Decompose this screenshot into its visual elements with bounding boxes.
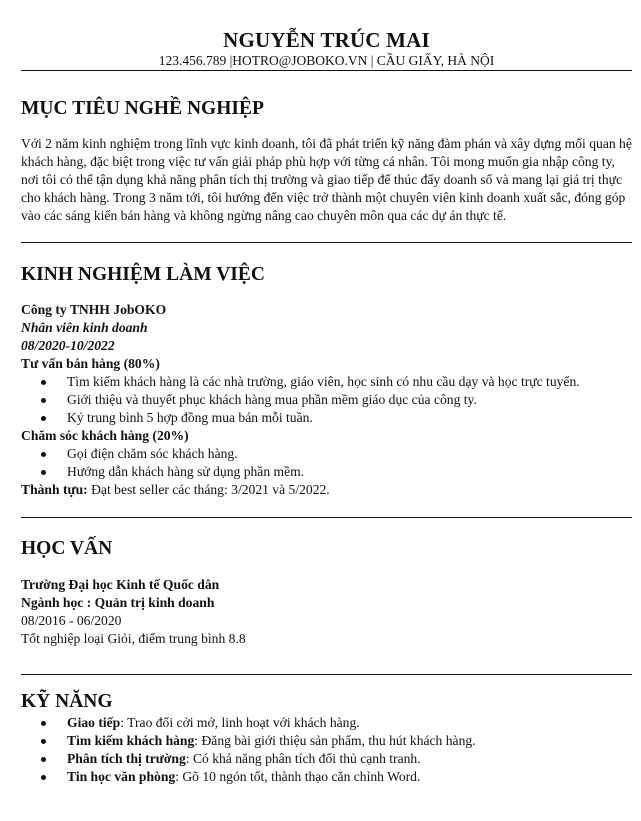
experience-section [21, 243, 632, 499]
achievement-line [21, 481, 632, 499]
skill-text: : Trao đổi cởi mở, linh hoạt với khách hàng. [120, 715, 360, 730]
duty-group-heading: Tư vấn bán hàng (80%) [21, 356, 160, 371]
education-section [21, 518, 632, 648]
list-item: Hướng dẫn khách hàng sử dụng phần mềm. [67, 463, 632, 481]
list-item: Ký trung bình 5 hợp đồng mua bán mỗi tuần. [67, 409, 632, 427]
job-period: 08/2020-10/2022 [21, 338, 115, 353]
duty-list [21, 445, 632, 481]
company-name: Công ty TNHH JobOKO [21, 302, 167, 317]
skills-title: KỸ NĂNG [21, 691, 113, 712]
skill-item [67, 714, 632, 732]
resume-page [21, 0, 632, 786]
duty-list [21, 373, 632, 427]
list-item: Gọi điện chăm sóc khách hàng. [67, 445, 632, 463]
skill-text: : Đăng bài giới thiệu sản phẩm, thu hút khách hàng. [194, 733, 476, 748]
objective-text: Với 2 năm kinh nghiệm trong lĩnh vực kinh doanh, tôi đã phát triển kỹ năng đàm phán và xây dựng mối quan hệ khách hàng, đặc biệt trong việc tư vấn giải pháp phù hợp với từng cá nhân. Tôi mong muốn gia nhập công ty, nơi tôi có thể tận dụng khả năng phân tích thị trường và giao tiếp để thúc đẩy doanh số và mang lại giá trị thực cho khách hàng. Trong 3 năm tới, tôi hướng đến việc trở thành một chuyên viên kinh doanh xuất sắc, đóng góp vào các sáng kiến bán hàng và không ngừng nâng cao chuyên môn qua các dự án thực tế. [21, 136, 632, 223]
skill-item [67, 768, 632, 786]
education-period: 08/2016 - 06/2020 [21, 613, 122, 628]
achievement-label: Thành tựu: [21, 482, 88, 497]
education-title: HỌC VẤN [21, 538, 113, 559]
skills-list [21, 714, 632, 786]
skill-label: Tin học văn phòng [67, 769, 176, 784]
list-item: Tìm kiếm khách hàng là các nhà trường, giáo viên, học sinh có nhu cầu dạy và học trực tuyến. [67, 373, 632, 391]
experience-title: KINH NGHIỆM LÀM VIỆC [21, 264, 265, 285]
objective-title: MỤC TIÊU NGHỀ NGHIỆP [21, 98, 264, 119]
skill-text: : Gõ 10 ngón tốt, thành thạo căn chỉnh Word. [175, 769, 421, 784]
skill-label: Giao tiếp [67, 715, 121, 730]
candidate-name: NGUYỄN TRÚC MAI [223, 28, 430, 52]
skill-label: Phân tích thị trường [67, 751, 186, 766]
skill-item [67, 732, 632, 750]
objective-section [21, 71, 632, 225]
list-item: Giới thiệu và thuyết phục khách hàng mua phần mềm giáo dục của công ty. [67, 391, 632, 409]
skill-item [67, 750, 632, 768]
skills-section [21, 675, 632, 786]
resume-header [21, 0, 632, 69]
contact-line: 123.456.789 |HOTRO@JOBOKO.VN | CẦU GIẤY, HÀ NỘI [158, 53, 495, 68]
major: Ngành học : Quản trị kinh doanh [21, 595, 215, 610]
skill-text: : Có khả năng phân tích đối thủ cạnh tranh. [185, 751, 421, 766]
duty-group-heading: Chăm sóc khách hàng (20%) [21, 428, 189, 443]
school-name: Trường Đại học Kinh tế Quốc dân [21, 577, 220, 592]
skill-label: Tìm kiếm khách hàng [67, 733, 195, 748]
graduation-result: Tốt nghiệp loại Giỏi, điểm trung bình 8.8 [21, 631, 246, 646]
achievement-text: Đạt best seller các tháng: 3/2021 và 5/2022. [87, 482, 330, 497]
job-position: Nhân viên kinh doanh [21, 320, 148, 335]
